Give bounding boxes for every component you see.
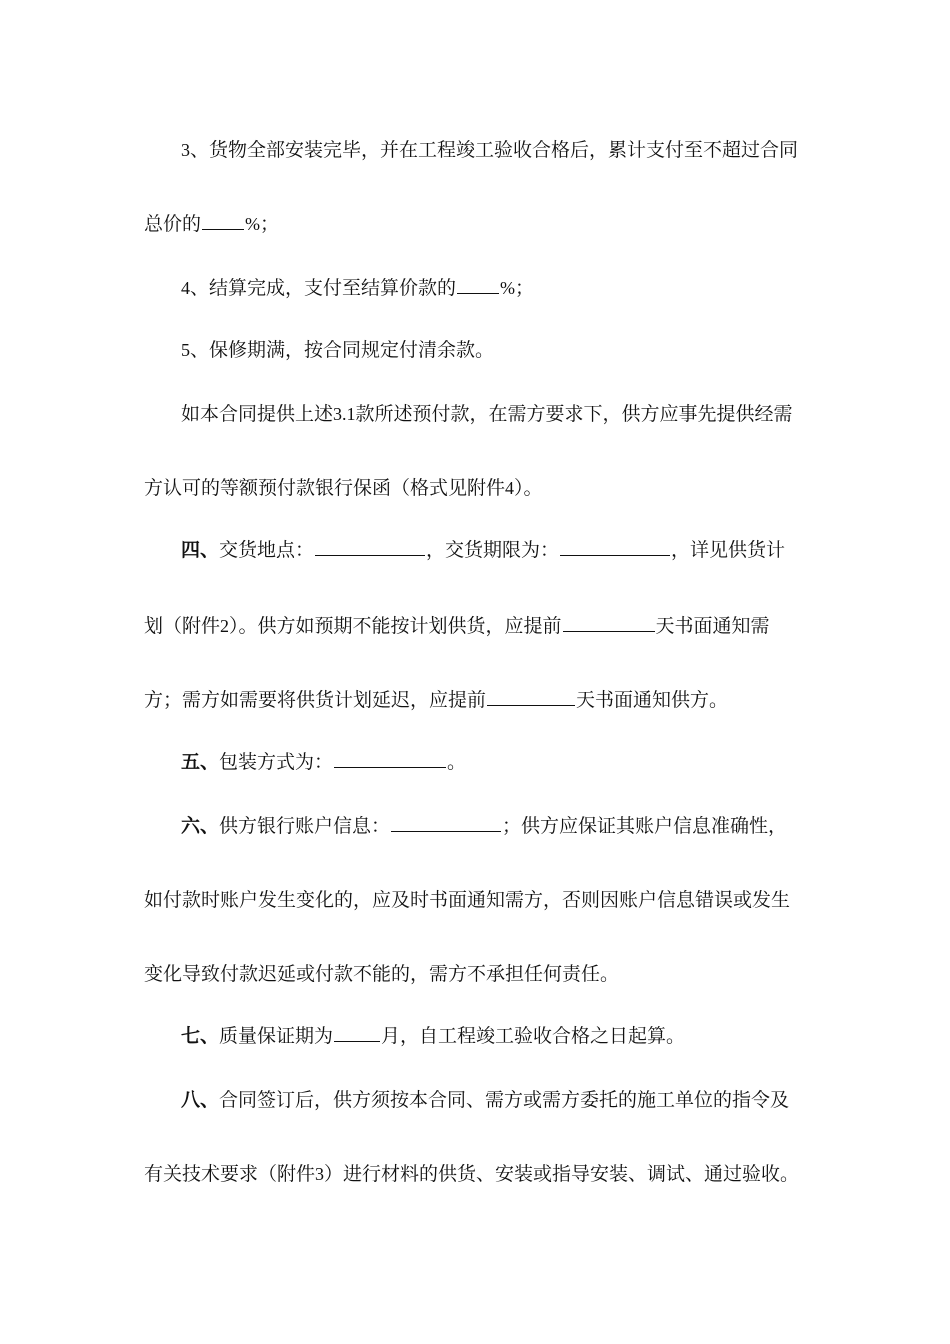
section-6-line-1: 六、供方银行账户信息： ；供方应保证其账户信息准确性， bbox=[181, 815, 788, 837]
section-6-line-2: 如付款时账户发生变化的，应及时书面通知需方，否则因账户信息错误或发生 bbox=[144, 889, 791, 911]
section-7-heading: 七、 bbox=[181, 1025, 220, 1047]
section-4-line-2: 划（附件2）。供方如预期不能按计划供货，应提前 天书面通知需 bbox=[144, 615, 770, 637]
blank-field bbox=[457, 277, 499, 294]
item-4-line: 4、结算完成，支付至结算价款的 %； bbox=[181, 277, 535, 299]
section-6-heading: 六、 bbox=[181, 815, 220, 837]
section-7-line: 七、质量保证期为 月，自工程竣工验收合格之日起算。 bbox=[181, 1025, 686, 1047]
packaging-blank bbox=[334, 751, 446, 768]
section-8-line-2: 有关技术要求（附件3）进行材料的供货、安装或指导安装、调试、通过验收。 bbox=[144, 1163, 800, 1185]
delivery-period-blank bbox=[560, 539, 670, 556]
delay-days-blank bbox=[487, 689, 575, 706]
bank-account-blank bbox=[391, 815, 501, 832]
section-8-heading: 八、 bbox=[181, 1089, 220, 1111]
prepay-line-1: 如本合同提供上述3.1款所述预付款，在需方要求下，供方应事先提供经需 bbox=[181, 403, 793, 425]
item-3-line-2: 总价的 %； bbox=[144, 213, 280, 235]
section-8-line-1: 八、合同签订后，供方须按本合同、需方或需方委托的施工单位的指令及 bbox=[181, 1089, 790, 1111]
section-4-line-3: 方；需方如需要将供货计划延迟，应提前 天书面通知供方。 bbox=[144, 689, 729, 711]
warranty-months-blank bbox=[334, 1025, 380, 1042]
section-5-line: 五、包装方式为： 。 bbox=[181, 751, 467, 773]
notice-days-blank bbox=[563, 615, 655, 632]
section-6-line-3: 变化导致付款迟延或付款不能的，需方不承担任何责任。 bbox=[144, 963, 620, 985]
blank-field bbox=[202, 213, 244, 230]
prepay-line-2: 方认可的等额预付款银行保函（格式见附件4）。 bbox=[144, 477, 543, 499]
section-5-heading: 五、 bbox=[181, 751, 220, 773]
item-5-line: 5、保修期满，按合同规定付清余款。 bbox=[181, 339, 495, 361]
section-4-heading: 四、 bbox=[181, 539, 220, 561]
section-4-line-1: 四、交货地点： ，交货期限为： ，详见供货计 bbox=[181, 539, 786, 561]
delivery-place-blank bbox=[315, 539, 425, 556]
item-3-line-1: 3、货物全部安装完毕，并在工程竣工验收合格后，累计支付至不超过合同 bbox=[181, 139, 799, 161]
